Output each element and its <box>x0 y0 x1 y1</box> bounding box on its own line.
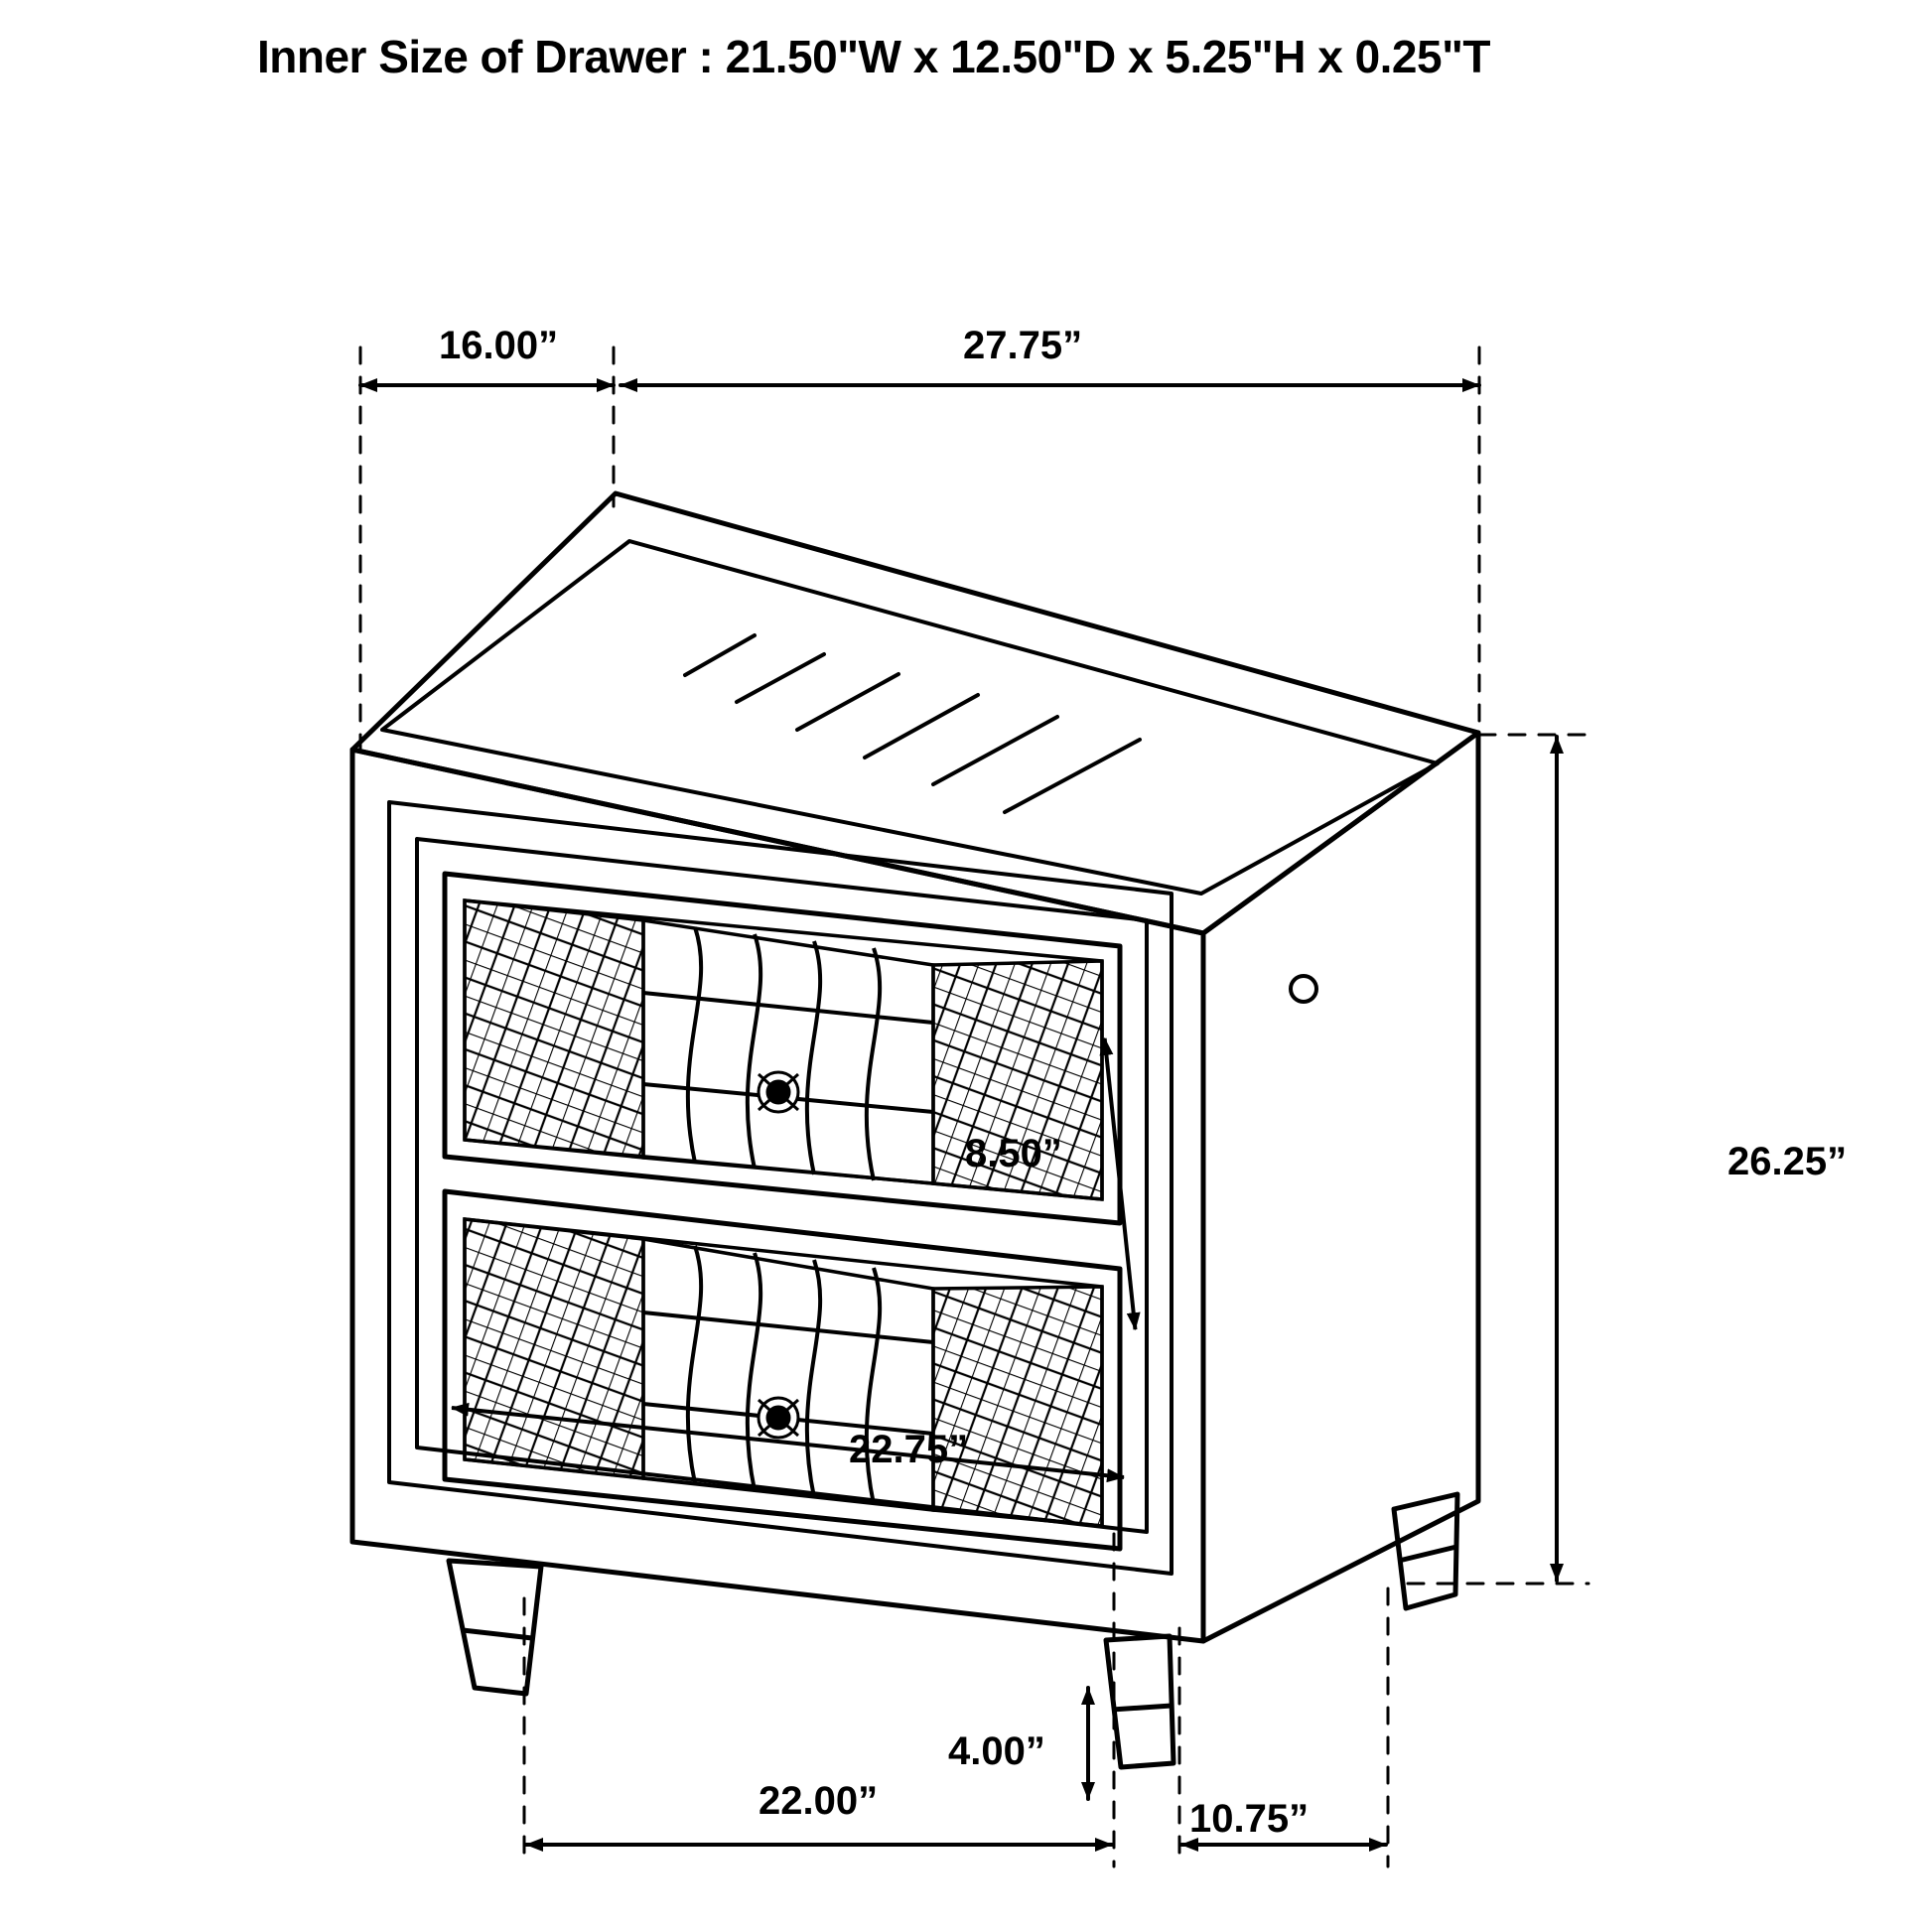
dimension-label-leg-height: 4.00” <box>948 1729 1045 1773</box>
dimension-label-height-right: 26.25” <box>1727 1140 1848 1183</box>
dimension-label-base-side-depth: 10.75” <box>1189 1797 1310 1841</box>
dimension-label-base-front-width: 22.00” <box>759 1779 879 1823</box>
dimension-label-drawer-face-height: 8.50” <box>965 1132 1062 1175</box>
dimension-label-width-top: 27.75” <box>963 324 1083 367</box>
page-title: Inner Size of Drawer : 21.50"W x 12.50"D x 5.25"H x 0.25"T <box>256 31 1491 82</box>
dimension-label-drawer-face-width: 22.75” <box>849 1428 969 1471</box>
dimension-label-depth-top: 16.00” <box>439 324 559 367</box>
